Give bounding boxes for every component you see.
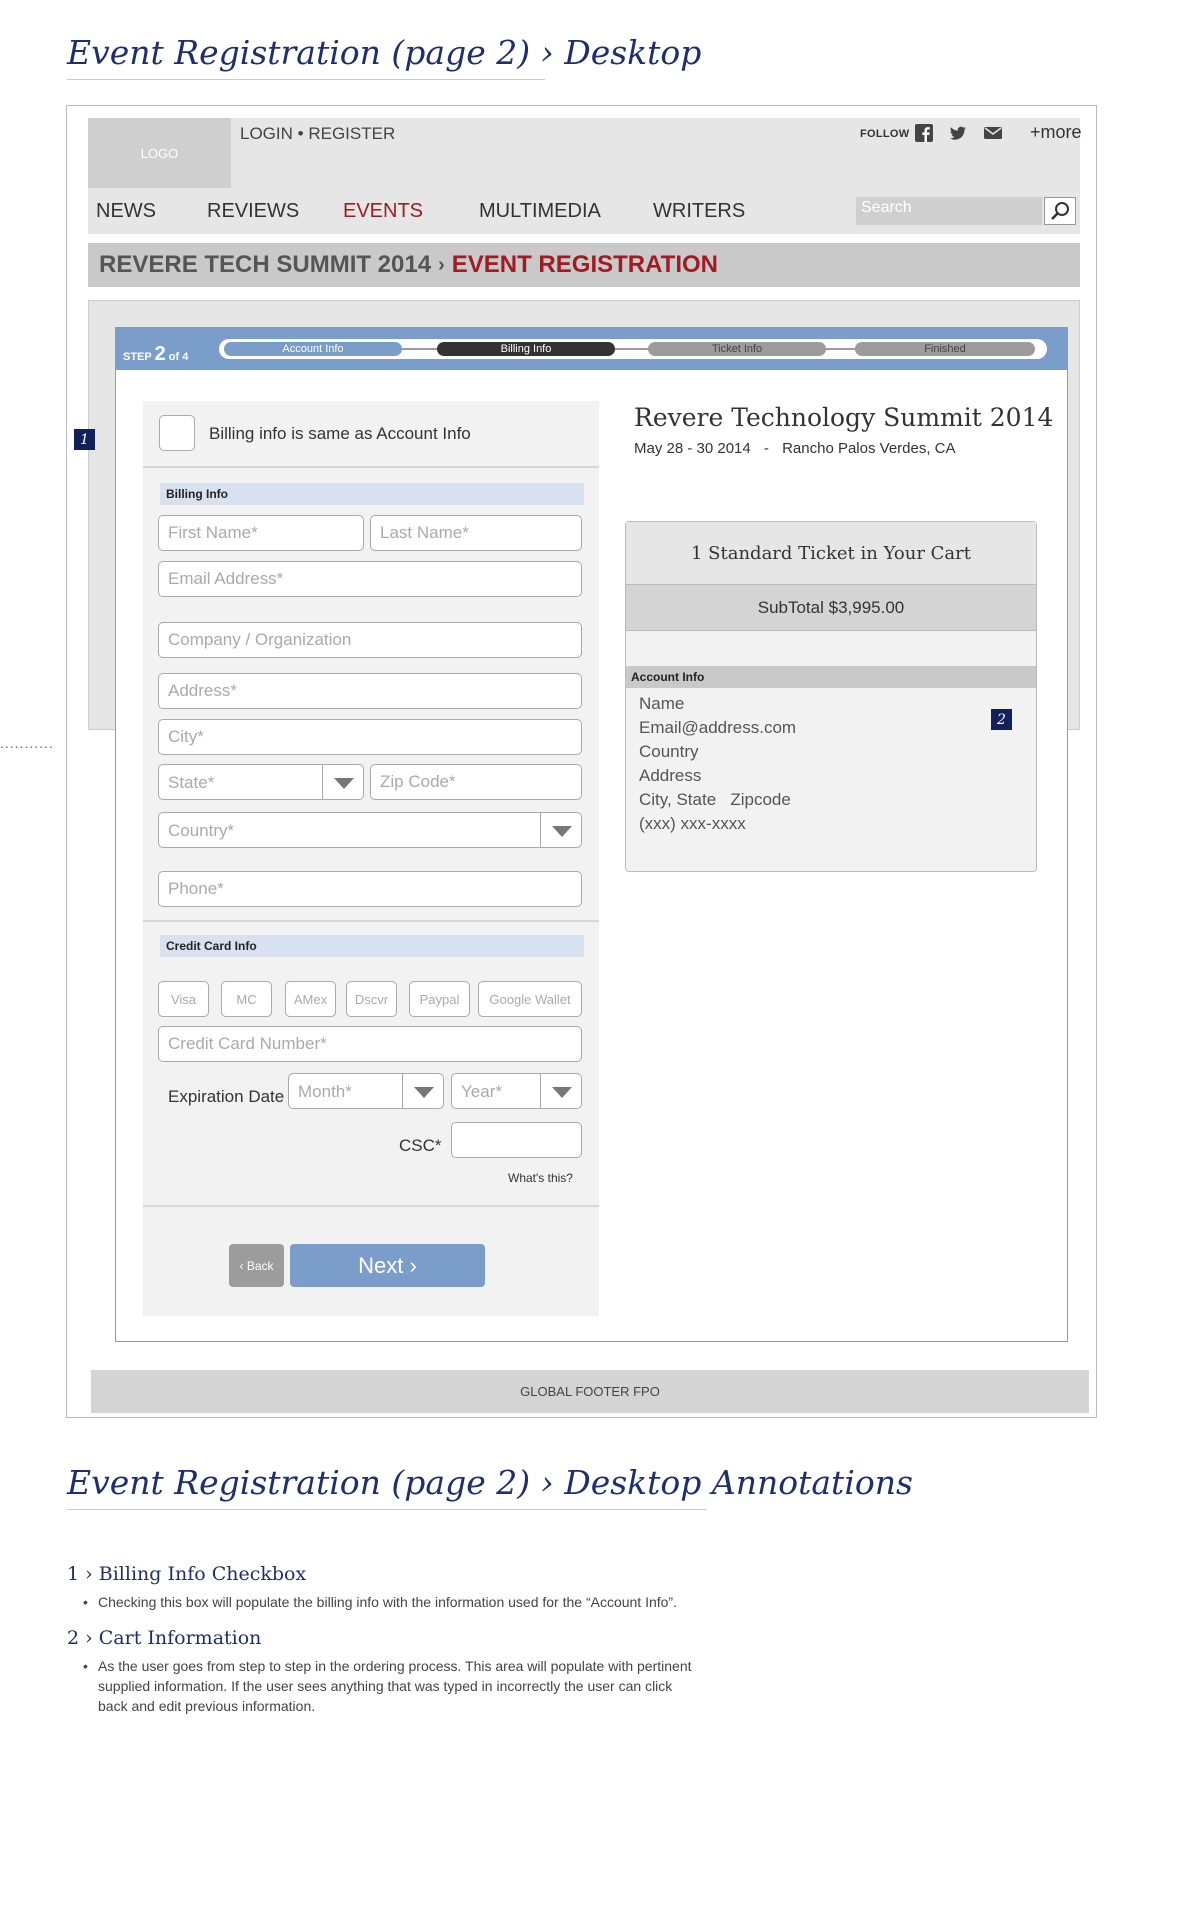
step-account-info[interactable]: Account Info <box>224 342 402 356</box>
last-name-field[interactable] <box>370 515 582 551</box>
next-button[interactable]: Next › <box>290 1244 485 1287</box>
breadcrumb <box>88 243 1080 287</box>
search-button[interactable] <box>1044 197 1076 225</box>
title-divider <box>67 79 545 80</box>
facebook-icon[interactable] <box>915 124 933 142</box>
annotations-title: Event Registration (page 2) › Desktop Annotations <box>67 1463 913 1502</box>
register-link[interactable]: REGISTER <box>308 124 396 143</box>
event-title: Revere Technology Summit 2014 <box>634 403 1054 432</box>
cart-subtotal: SubTotal $3,995.00 <box>626 585 1036 631</box>
zip-field[interactable] <box>370 764 582 800</box>
event-separator: - <box>763 440 769 457</box>
account-links <box>240 124 395 144</box>
account-country: Country <box>639 742 699 761</box>
logo[interactable]: LOGO <box>88 118 231 188</box>
account-info-header: Account Info <box>626 666 1036 688</box>
exp-month-value: Month* <box>298 1082 352 1101</box>
step-word: STEP <box>123 351 152 363</box>
phone-field[interactable] <box>158 871 582 907</box>
account-phone: (xxx) xxx-xxxx <box>639 814 746 833</box>
event-date: May 28 - 30 2014 <box>634 440 751 457</box>
exp-year-value: Year* <box>461 1082 502 1101</box>
first-name-field[interactable] <box>158 515 364 551</box>
annotation-badge-1: 1 <box>74 429 95 450</box>
country-select[interactable] <box>158 812 582 848</box>
state-select-value: State* <box>168 773 215 792</box>
pay-amex-button[interactable]: AMex <box>285 981 336 1017</box>
event-date-location <box>634 440 956 457</box>
cart-heading: 1 Standard Ticket in Your Cart <box>626 522 1036 585</box>
account-name: Name <box>639 694 685 713</box>
step-ticket-info: Ticket Info <box>648 342 826 356</box>
pay-mc-button[interactable]: MC <box>221 981 272 1017</box>
account-email: Email@address.com <box>639 718 797 737</box>
expiration-date-label: Expiration Date <box>168 1087 285 1106</box>
pay-google-wallet-button[interactable]: Google Wallet <box>478 981 582 1017</box>
step-finished: Finished <box>855 342 1035 356</box>
login-link[interactable]: LOGIN <box>240 124 293 143</box>
breadcrumb-event[interactable]: REVERE TECH SUMMIT 2014 <box>99 251 432 278</box>
csc-label: CSC* <box>399 1136 442 1155</box>
bullet: • <box>83 1658 88 1674</box>
step-total: of 4 <box>168 351 189 363</box>
breadcrumb-current: EVENT REGISTRATION <box>451 251 718 278</box>
annotation-2-body: As the user goes from step to step in the ordering process. This area will populate with pertinent supplied information. If the user sees anything that was typed in incorrectly the user can click back and edit previous information. <box>98 1658 692 1714</box>
nav-events[interactable]: EVENTS <box>343 200 424 222</box>
pay-visa-button[interactable]: Visa <box>158 981 209 1017</box>
login-separator: • <box>297 124 304 143</box>
pay-discover-button[interactable]: Dscvr <box>346 981 397 1017</box>
annotation-dots: ........... <box>0 735 54 751</box>
bullet: • <box>83 1594 88 1610</box>
annotation-badge-2: 2 <box>991 709 1012 730</box>
twitter-icon[interactable] <box>949 124 967 142</box>
email-field[interactable] <box>158 561 582 597</box>
annotation-1-heading: 1 › Billing Info Checkbox <box>67 1563 307 1585</box>
account-city-state-zip: City, State Zipcode <box>639 790 791 809</box>
whats-this-link[interactable]: What's this? <box>508 1171 573 1185</box>
nav-writers[interactable]: WRITERS <box>653 200 746 222</box>
search-box <box>856 197 1042 225</box>
form-divider <box>143 1205 599 1207</box>
exp-month-select[interactable] <box>288 1073 444 1109</box>
breadcrumb-separator: › <box>438 253 445 276</box>
billing-info-header: Billing Info <box>160 483 584 505</box>
city-field[interactable] <box>158 719 582 755</box>
annotation-2-text <box>83 1656 703 1716</box>
annotations-divider <box>67 1509 707 1510</box>
same-as-account-checkbox[interactable] <box>159 415 195 451</box>
credit-card-number-field[interactable] <box>158 1026 582 1062</box>
step-billing-info: Billing Info <box>437 342 615 356</box>
state-select[interactable] <box>158 764 364 800</box>
global-footer: GLOBAL FOOTER FPO <box>91 1370 1089 1413</box>
page-title: Event Registration (page 2) › Desktop <box>67 33 702 72</box>
csc-field[interactable] <box>451 1122 582 1158</box>
step-indicator <box>123 343 188 366</box>
follow-label: FOLLOW <box>860 128 910 140</box>
chevron-down-icon <box>402 1074 443 1108</box>
account-address: Address <box>639 766 702 785</box>
form-divider <box>143 920 599 922</box>
country-select-value: Country* <box>168 821 235 840</box>
chevron-down-icon <box>322 765 363 799</box>
step-number: 2 <box>154 343 166 365</box>
nav-news[interactable]: NEWS <box>96 200 156 222</box>
chevron-down-icon <box>540 813 581 847</box>
address-field[interactable] <box>158 673 582 709</box>
company-field[interactable] <box>158 622 582 658</box>
nav-reviews[interactable]: REVIEWS <box>207 200 300 222</box>
same-as-account-label[interactable]: Billing info is same as Account Info <box>209 424 471 443</box>
exp-year-select[interactable] <box>451 1073 582 1109</box>
more-social-link[interactable]: +more <box>1030 122 1082 142</box>
chevron-down-icon <box>540 1074 581 1108</box>
search-input[interactable] <box>856 197 1036 219</box>
email-icon[interactable] <box>984 124 1002 142</box>
annotation-2-heading: 2 › Cart Information <box>67 1627 262 1649</box>
nav-multimedia[interactable]: MULTIMEDIA <box>479 200 601 222</box>
event-location: Rancho Palos Verdes, CA <box>782 440 956 457</box>
search-icon <box>1045 198 1075 224</box>
form-divider <box>143 466 599 468</box>
back-button[interactable]: ‹ Back <box>229 1244 284 1287</box>
credit-card-header: Credit Card Info <box>160 935 584 957</box>
annotation-1-body: Checking this box will populate the billing info with the information used for the “Account Info”. <box>98 1594 677 1610</box>
pay-paypal-button[interactable]: Paypal <box>409 981 470 1017</box>
annotation-1-text <box>83 1592 723 1612</box>
